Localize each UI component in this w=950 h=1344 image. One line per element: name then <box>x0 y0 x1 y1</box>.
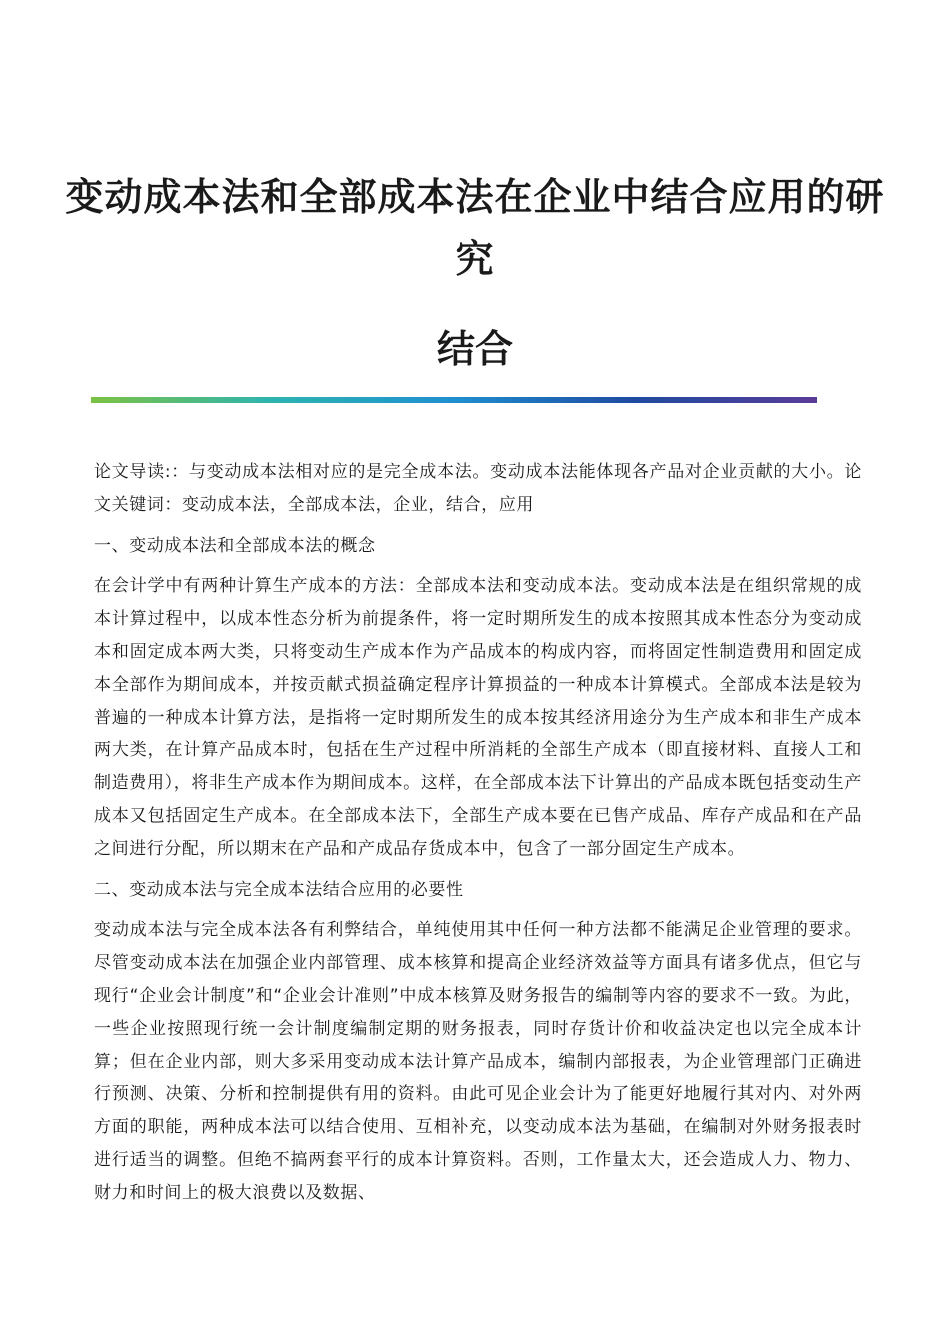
document-body <box>94 456 862 1218</box>
section-2-body: 变动成本法与完全成本法各有利弊结合，单纯使用其中任何一种方法都不能满足企业管理的要求。尽管变动成本法在加强企业内部管理、成本核算和提高企业经济效益等方面具有诸多优点，但它与现行“企业会计制度”和“企业会计准则”中成本核算及财务报告的编制等内容的要求不一致。为此，一些企业按照现行统一会计制度编制定期的财务报表，同时存货计价和收益决定也以完全成本计算；但在企业内部，则大多采用变动成本法计算产品成本，编制内部报表，为企业管理部门正确进行预测、决策、分析和控制提供有用的资料。由此可见企业会计为了能更好地履行其对内、对外两方面的职能，两种成本法可以结合使用、互相补充，以变动成本法为基础，在编制对外财务报表时进行适当的调整。但绝不搞两套平行的成本计算资料。否则，工作量太大，还会造成人力、物力、财力和时间上的极大浪费以及数据、 <box>94 920 862 1203</box>
section-1-heading: 一、变动成本法和全部成本法的概念 <box>94 535 376 556</box>
title-block <box>60 166 890 290</box>
document-subtitle: 结合 <box>436 327 513 371</box>
intro-paragraph: 论文导读:：与变动成本法相对应的是完全成本法。变动成本法能体现各产品对企业贡献的大小。论文关键词：变动成本法，全部成本法，企业，结合，应用 <box>94 462 862 515</box>
section-1-body: 在会计学中有两种计算生产成本的方法：全部成本法和变动成本法。变动成本法是在组织常规的成本计算过程中，以成本性态分析为前提条件，将一定时期所发生的成本按照其成本性态分为变动成本和固定成本两大类，只将变动生产成本作为产品成本的构成内容，而将固定性制造费用和固定成本全部作为期间成本，并按贡献式损益确定程序计算损益的一种成本计算模式。全部成本法是较为普遍的一种成本计算方法，是指将一定时期所发生的成本按其经济用途分为生产成本和非生产成本两大类，在计算产品成本时，包括在生产过程中所消耗的全部生产成本（即直接材料、直接人工和制造费用），将非生产成本作为期间成本。这样，在全部成本法下计算出的产品成本既包括变动生产成本又包括固定生产成本。在全部成本法下，全部生产成本要在已售产成品、库存产成品和在产品之间进行分配，所以期末在产品和产成品存货成本中，包含了一部分固定生产成本。 <box>94 576 862 859</box>
document-title: 变动成本法和全部成本法在企业中结合应用的研究 <box>65 175 885 281</box>
section-2-heading: 二、变动成本法与完全成本法结合应用的必要性 <box>94 879 464 900</box>
gradient-divider <box>91 397 817 403</box>
